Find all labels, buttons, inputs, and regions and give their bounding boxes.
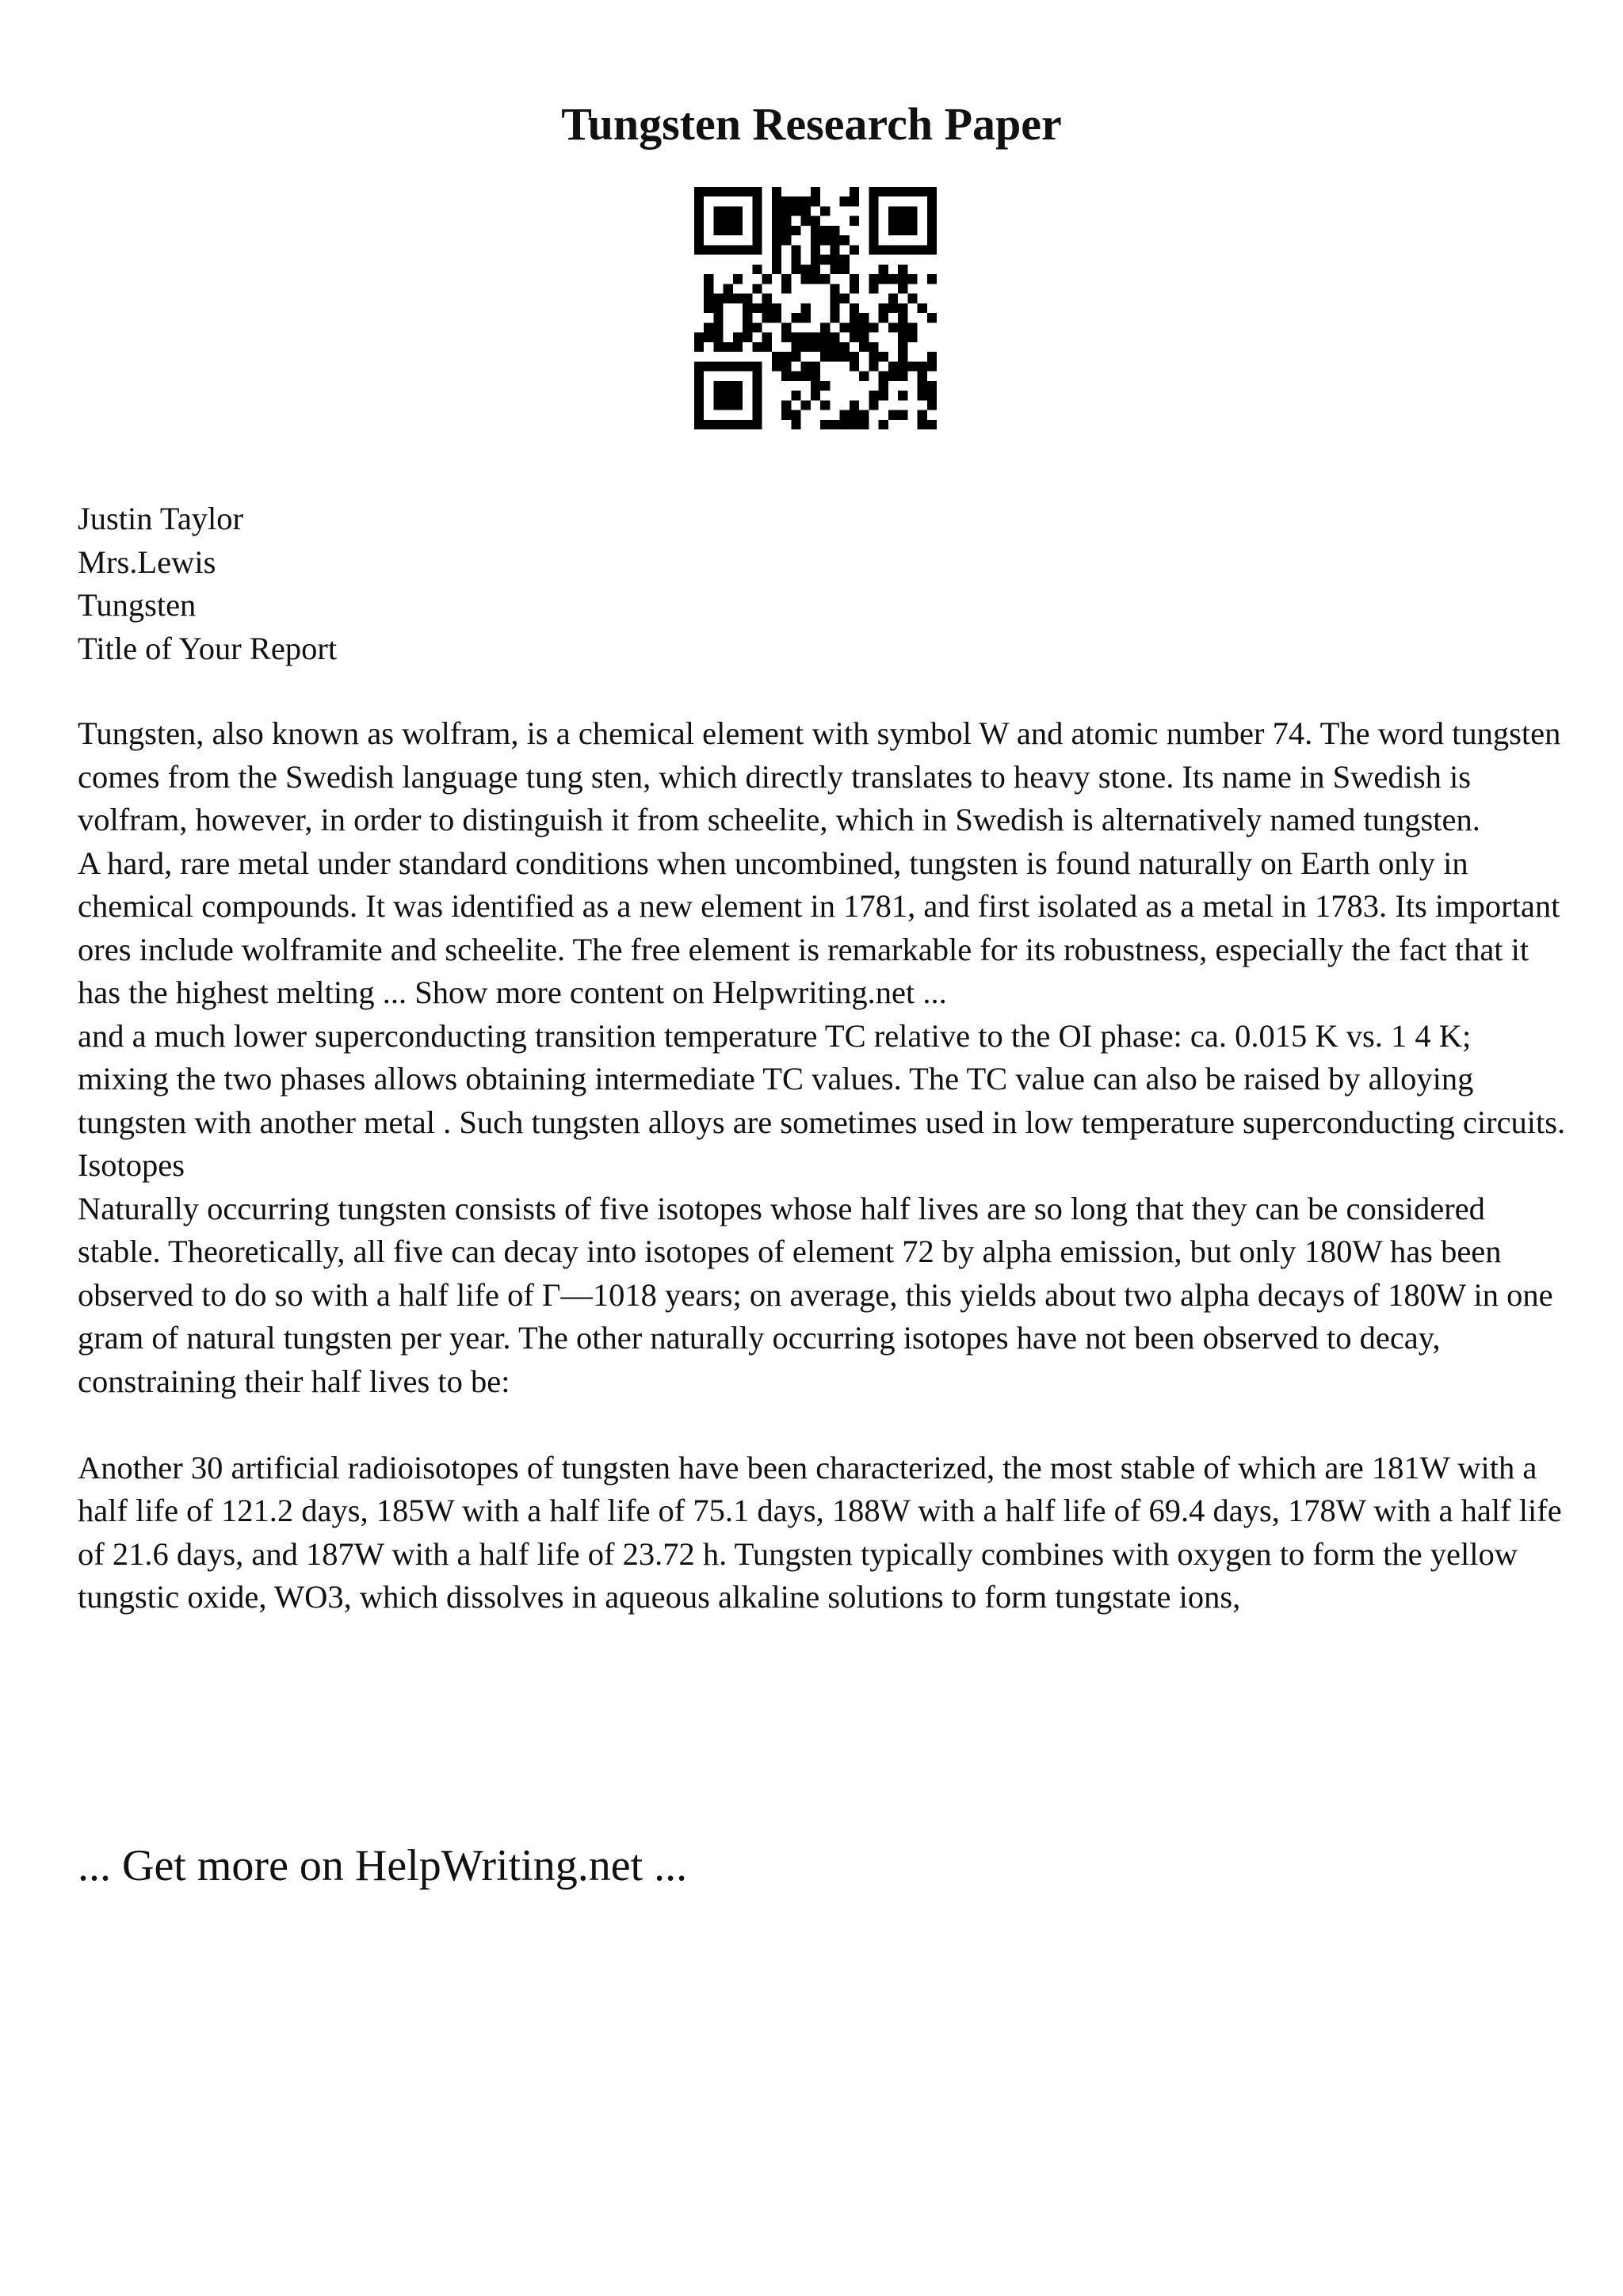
author-header — [78, 498, 1568, 670]
document-body — [78, 712, 1568, 1619]
qr-code-image[interactable] — [694, 187, 937, 429]
paragraph-isotopes: Naturally occurring tungsten consists of five isotopes whose half lives are so long that they can be considered stable. Theoretically, all five can decay into isotopes of element 72 by alpha emission, but only 180W has been observed to do so with a half life of Γ—1018 years; on average, this yields about two alpha decays of 180W in one gram of natural tungsten per year. The other naturally occurring isotopes have not been observed to decay, constraining their half lives to be: — [78, 1190, 1553, 1399]
document-title: Tungsten Research Paper — [561, 98, 1062, 150]
get-more-link[interactable]: ... Get more on HelpWriting.net ... — [78, 1841, 688, 1890]
author-name: Justin Taylor — [78, 501, 244, 536]
report-title-line: Title of Your Report — [78, 630, 338, 666]
section-heading-isotopes: Isotopes — [78, 1147, 185, 1183]
subject-line: Tungsten — [78, 587, 197, 623]
paragraph-properties: A hard, rare metal under standard conditions when uncombined, tungsten is found naturally on Earth only in chemical compounds. It was identified as a new element in 1781, and first isolated as a metal in 1783. Its important ores include wolframite and scheelite. The free element is remarkable for its robustness, especially the fact that it has the highest melting ... Show more content on Helpwriting.net ... — [78, 845, 1560, 1010]
paragraph-spacer — [78, 1403, 1568, 1447]
paragraph-superconductivity: and a much lower superconducting transition temperature TC relative to the OI phase: ca. 0.015 K vs. 1 4 K; mixing the two phases allows obtaining intermediate TC values. The TC value can also be raised by alloying tungsten with another metal . Such tungsten alloys are sometimes used in low temperature superconducting circuits. — [78, 1017, 1566, 1140]
teacher-name: Mrs.Lewis — [78, 543, 216, 580]
paragraph-intro: Tungsten, also known as wolfram, is a chemical element with symbol W and atomic number 74. The word tungsten comes from the Swedish language tung sten, which directly translates to heavy stone. Its name in Swedish is volfram, however, in order to distinguish it from scheelite, which in Swedish is alternatively named tungsten. — [78, 715, 1561, 837]
paragraph-radioisotopes: Another 30 artificial radioisotopes of tungsten have been characterized, the most stable of which are 181W with a half life of 121.2 days, 185W with a half life of 75.1 days, 188W with a half life of 69.4 days, 178W with a half life of 21.6 days, and 187W with a half life of 23.72 h. Tungsten typically combines with oxygen to form the yellow tungstic oxide, WO3, which dissolves in aqueous alkaline solutions to form tungstate ions, — [78, 1449, 1562, 1615]
